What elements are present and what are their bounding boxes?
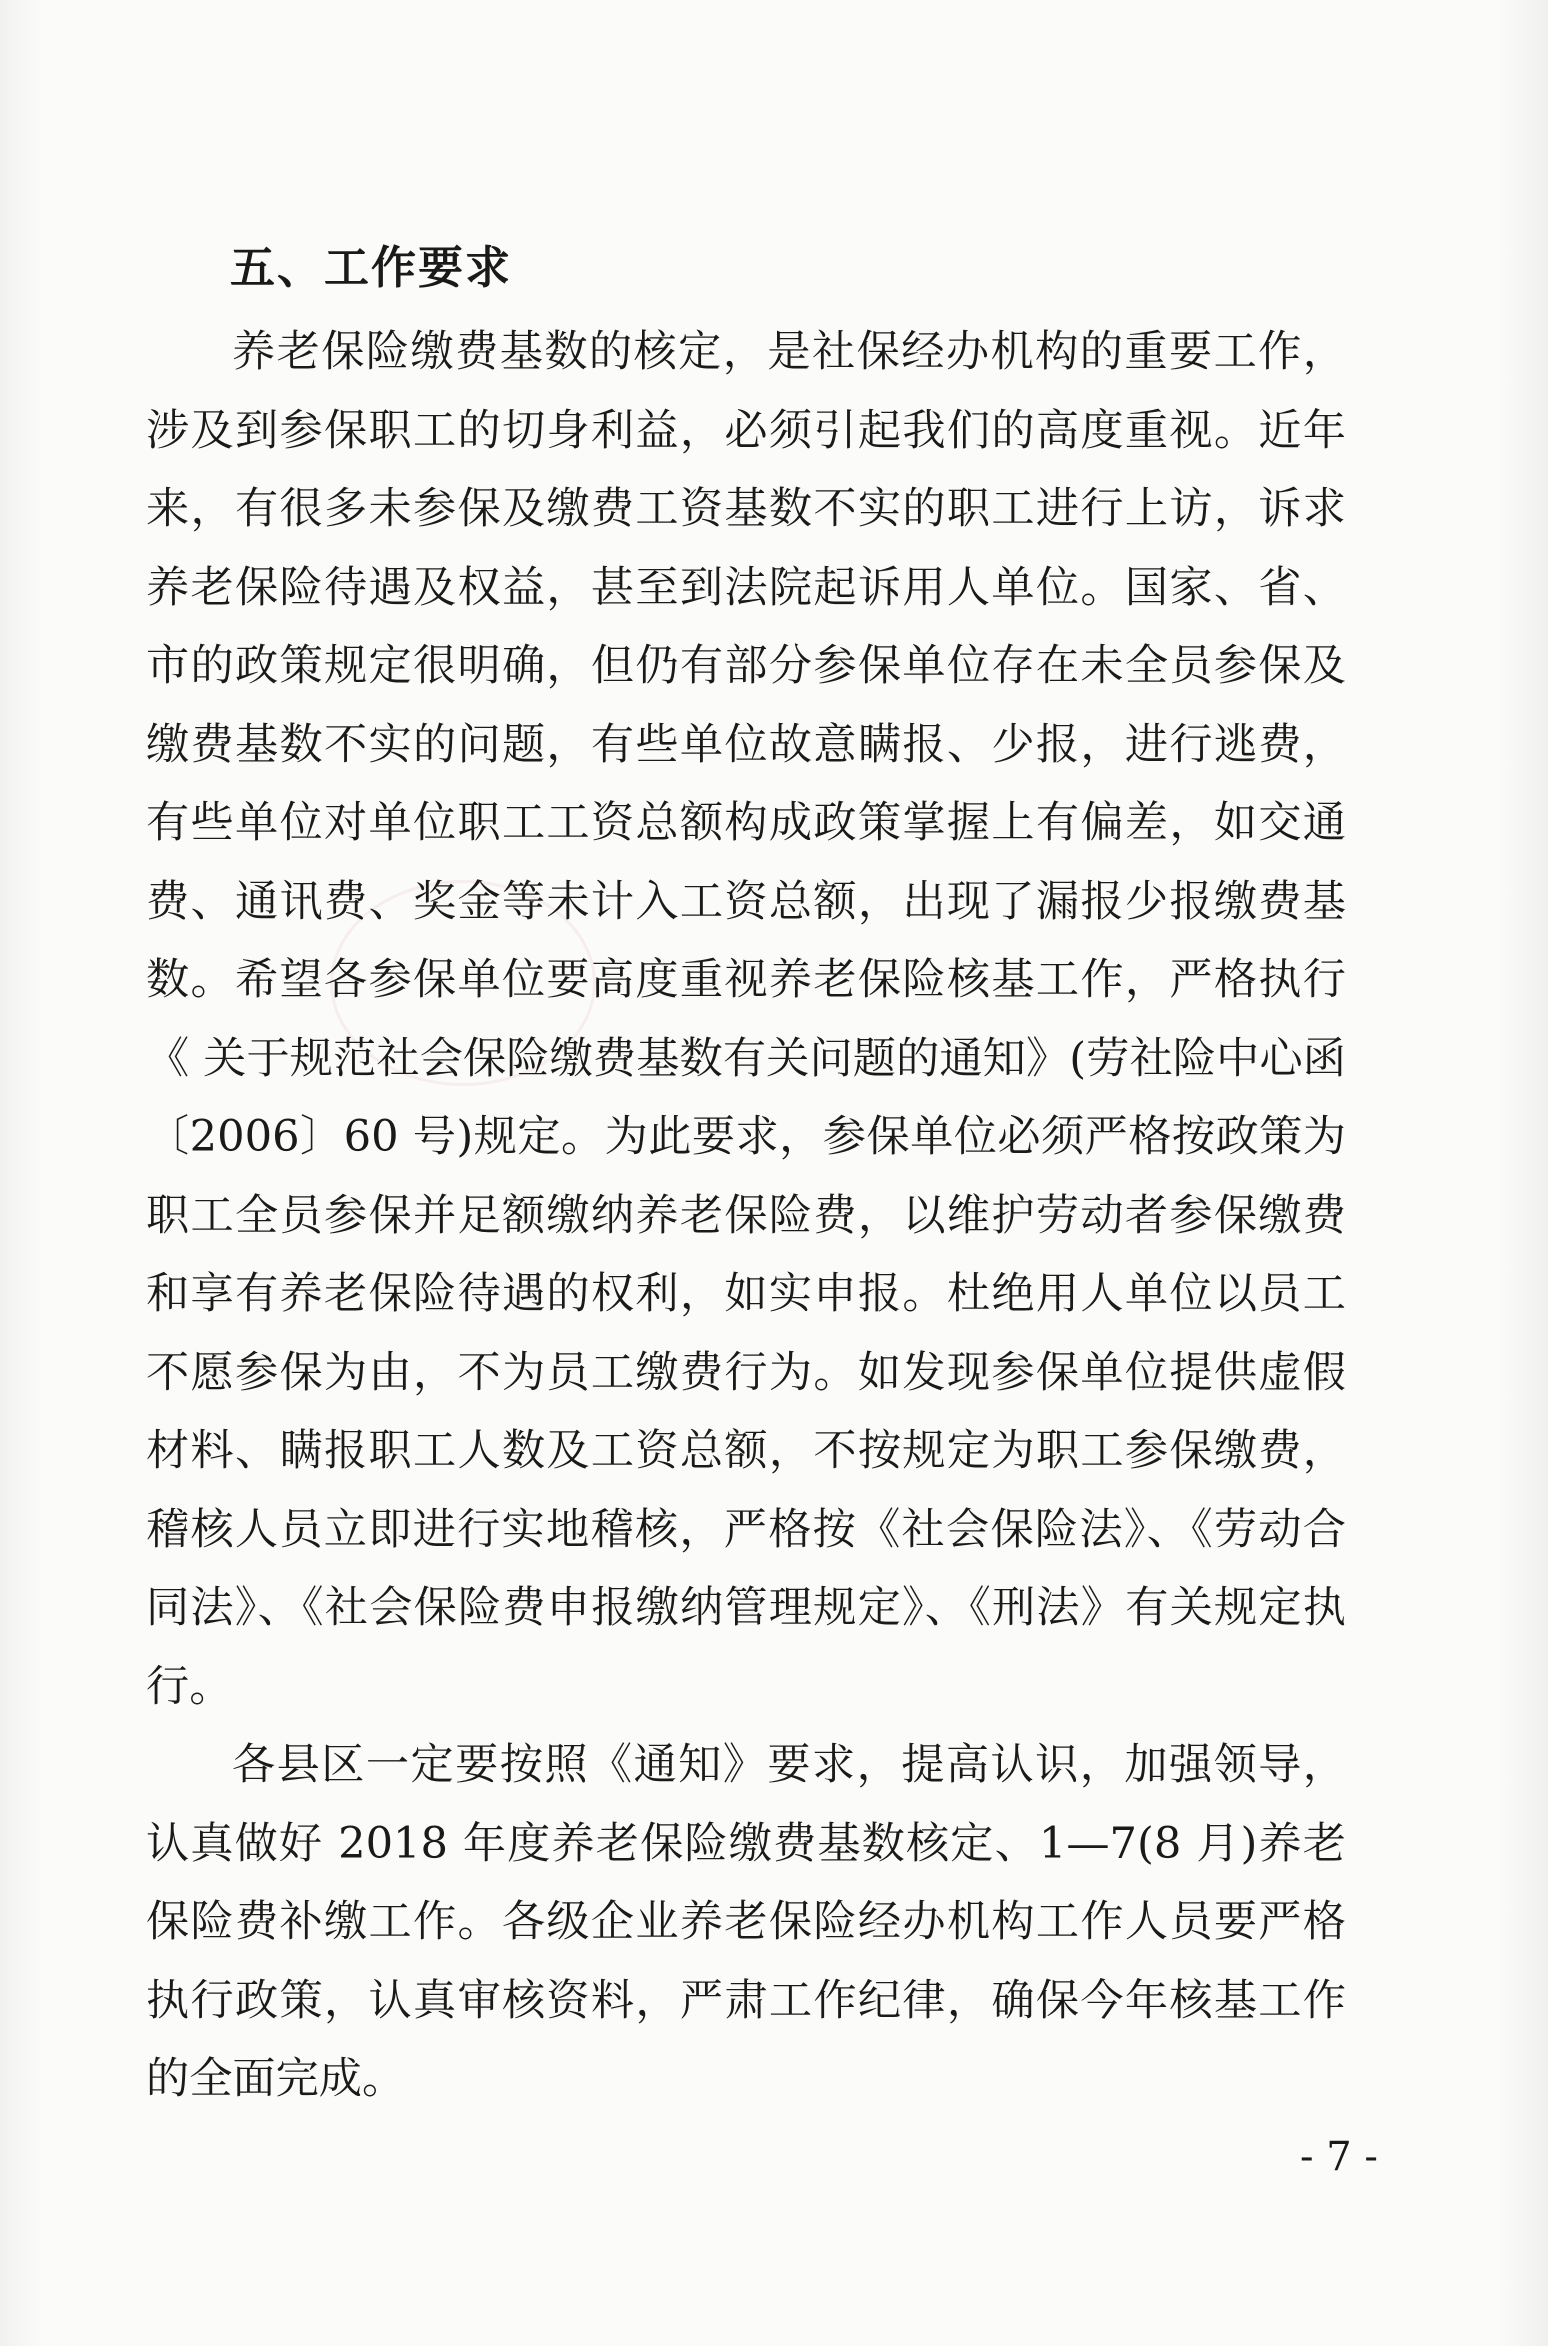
paragraph-work-requirements: 养老保险缴费基数的核定，是社保经办机构的重要工作，涉及到参保职工的切身利益，必须引起我们的高度重视。近年来，有很多未参保及缴费工资基数不实的职工进行上访，诉求养老保险待遇及权益，甚至到法院起诉用人单位。国家、省、市的政策规定很明确，但仍有部分参保单位存在未全员参保及缴费基数不实的问题，有些单位故意瞒报、少报，进行逃费，有些单位对单位职工工资总额构成政策掌握上有偏差，如交通费、通讯费、奖金等未计入工资总额，出现了漏报少报缴费基数。希望各参保单位要高度重视养老保险核基工作，严格执行《 关于规范社会保险缴费基数有关问题的通知》(劳社险中心函〔2006〕60 号)规定。为此要求，参保单位必须严格按政策为职工全员参保并足额缴纳养老保险费，以维护劳动者参保缴费和享有养老保险待遇的权利，如实申报。杜绝用人单位以员工不愿参保为由，不为员工缴费行为。如发现参保单位提供虚假材料、瞒报职工人数及工资总额，不按规定为职工参保缴费，稽核人员立即进行实地稽核，严格按《社会保险法》、《劳动合同法》、《社会保险费申报缴纳管理规定》、《刑法》有关规定执行。 (146, 327, 1346, 1712)
paragraph-county-instructions: 各县区一定要按照《通知》要求，提高认识，加强领导，认真做好 2018 年度养老保险缴费基数核定、1—7(8 月)养老保险费补缴工作。各级企业养老保险经办机构工作人员要严格执行政策，认真审核资料，严肃工作纪律，确保今年核基工作的全面完成。 (146, 1740, 1346, 2104)
document-body (146, 313, 1346, 2119)
page-number: - 7 - (1300, 2134, 1378, 2180)
section-heading: 五、工作要求 (230, 241, 513, 294)
